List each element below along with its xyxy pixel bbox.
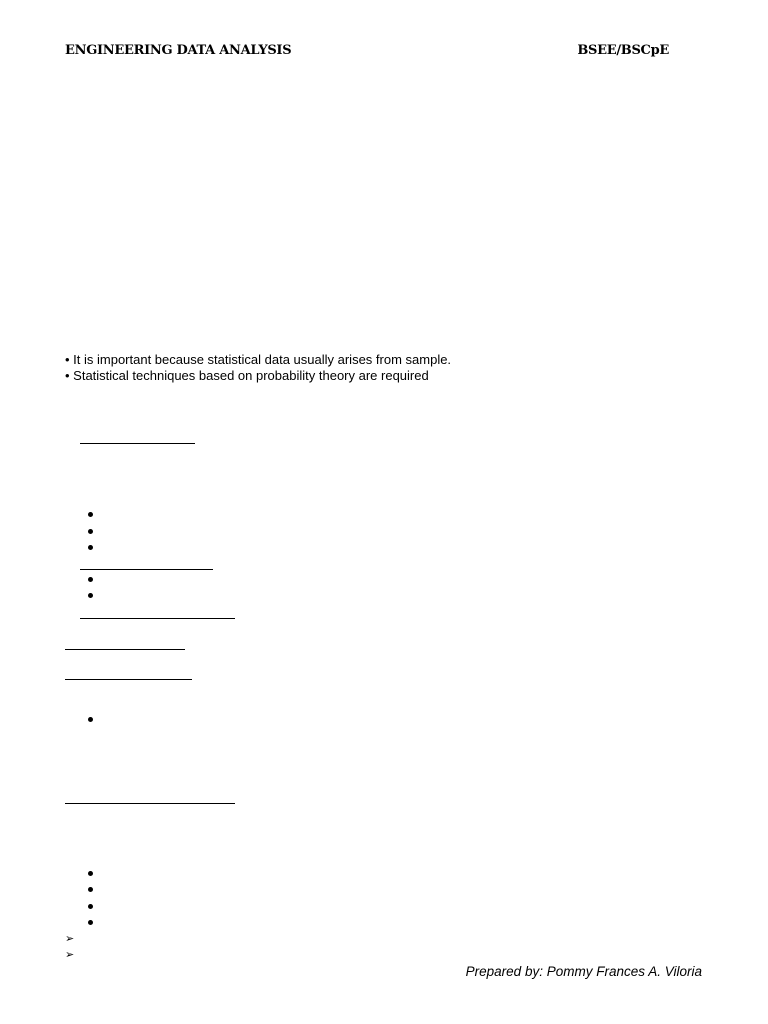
underline-heading-5: [65, 679, 192, 680]
prepared-by: Prepared by: Pommy Frances A. Viloria: [465, 964, 702, 979]
bullet-icon: [88, 545, 93, 550]
underline-heading-1: [80, 443, 195, 444]
underline-heading-6: [65, 803, 235, 804]
bullet-icon: [88, 577, 93, 582]
body-line-techniques: • Statistical techniques based on probability theory are required: [65, 368, 429, 383]
arrow-bullet-icon: ➢: [65, 932, 75, 945]
bullet-icon: [88, 887, 93, 892]
bullet-icon: [88, 512, 93, 517]
body-line-importance: • It is important because statistical data usually arises from sample.: [65, 352, 452, 367]
underline-heading-2: [80, 569, 213, 570]
underline-heading-3: [80, 618, 235, 619]
course-title: ENGINEERING DATA ANALYSIS: [65, 43, 292, 58]
bullet-icon: [88, 871, 93, 876]
bullet-icon: [88, 920, 93, 925]
bullet-icon: [88, 904, 93, 909]
bullet-icon: [88, 717, 93, 722]
arrow-bullet-icon: ➢: [65, 948, 75, 961]
underline-heading-4: [65, 649, 185, 650]
program-label: BSEE/BSCpE: [577, 43, 669, 58]
bullet-icon: [88, 593, 93, 598]
bullet-icon: [88, 529, 93, 534]
